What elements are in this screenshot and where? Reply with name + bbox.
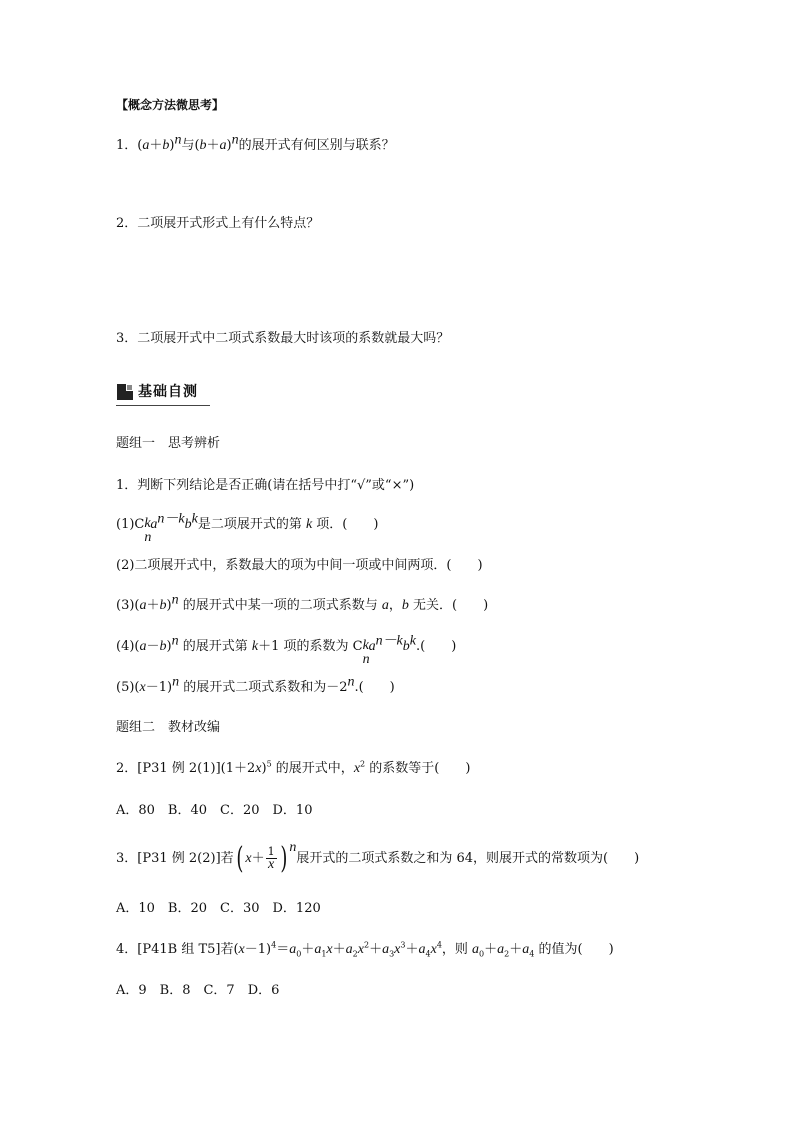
section-header: [116, 383, 210, 406]
question-2: 2．二项展开式形式上有什么特点？: [116, 216, 320, 231]
fraction-one-over-x: $\frac{1}{x}$: [267, 845, 275, 872]
problem-3: 3．[P31 例 2(2)]若( x＋ $\frac{1}{x}$ ) $^n$展开式的二项式系数之和为 64，则展开式的常数项为( ): [116, 839, 640, 876]
problem-3-options: A．10 B．20 C．30 D．120: [116, 901, 321, 916]
section-square-icon: [117, 384, 133, 400]
question-3: 3．二项展开式中二项式系数最大时该项的系数就最大吗？: [116, 331, 450, 346]
right-paren-large: ): [279, 840, 287, 876]
judge-item-2: (2)二项展开式中，系数最大的项为中间一项或中间两项．( ): [116, 558, 483, 573]
left-paren-large: (: [236, 840, 244, 876]
judge-intro: 1．判断下列结论是否正确(请在括号中打“√”或“×”): [116, 478, 415, 493]
group-1-title: 题组一 思考辨析: [116, 436, 221, 451]
problem-2: 2．[P31 例 $2(1)](1+2x)^5$ 的展开式中，$x^2$ 的系数等于( ): [116, 759, 471, 776]
judge-item-4: $(4)(a-b)^n$ 的展开式第 k＋1 项的系数为 C k n $a^{n-k}b^k$.( ): [116, 633, 457, 667]
question-1: 1．$(a+b)^n$与$(b+a)^n$的展开式有何区别与联系？: [116, 132, 395, 153]
concept-method-header: 【概念方法微思考】: [116, 98, 225, 112]
problem-4-options: A．9 B．8 C．7 D．6: [116, 983, 280, 998]
judge-item-1: (1)C k n $a^{n-k}b^k$是二项展开式的第 k 项．( ): [116, 511, 379, 545]
judge-item-3: $(3)(a+b)^n$ 的展开式中某一项的二项式系数与 a，b 无关．( ): [116, 592, 489, 613]
problem-2-options: A．80 B．40 C．20 D．10: [116, 803, 313, 818]
group-2-title: 题组二 教材改编: [116, 720, 221, 735]
problem-4: 4．[P41B 组 T5]若$(x-1)^4=a_0+a_1x+a_2x^2+a_3x^3+a_4x^4$，则 $a_0+a_2+a_4$ 的值为( ): [116, 940, 614, 959]
judge-item-5: $(5)(x-1)^n$ 的展开式二项式系数和为$-2^n$.( ): [116, 674, 395, 695]
section-title: 基础自测: [138, 384, 198, 400]
